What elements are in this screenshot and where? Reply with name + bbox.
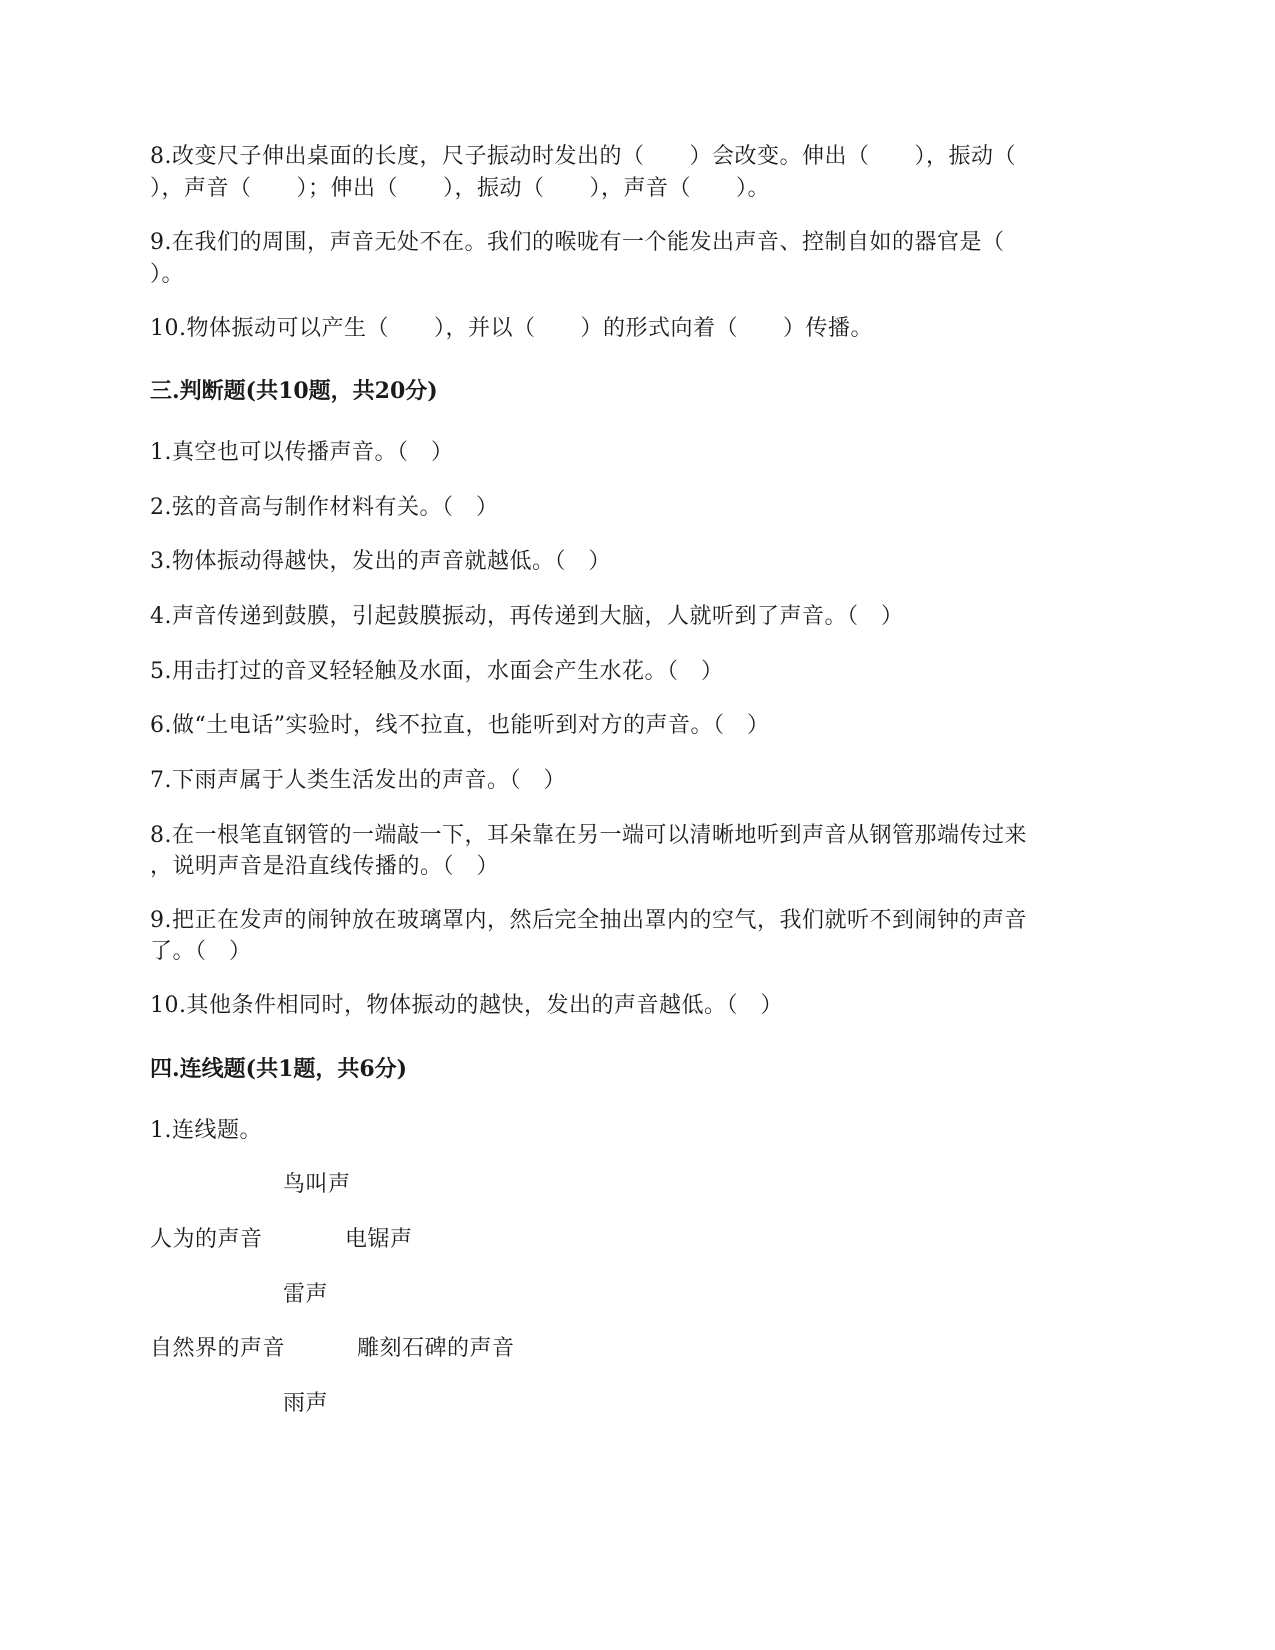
judge-question-4: 4.声音传递到鼓膜，引起鼓膜振动，再传递到大脑，人就听到了声音。（ ）: [150, 604, 904, 629]
fill-question-9-line-2: ）。: [150, 262, 185, 287]
fill-question-10: 10.物体振动可以产生（ ），并以（ ）的形式向着（ ）传播。: [150, 316, 873, 341]
judge-question-1: 1.真空也可以传播声音。（ ）: [150, 440, 454, 465]
match-right-item-2: 电锯声: [345, 1227, 413, 1252]
match-right-item-4: 雕刻石碑的声音: [357, 1336, 515, 1361]
section-3-title: 三.判断题(共10题，共20分): [150, 378, 438, 404]
section-4-title: 四.连线题(共1题，共6分): [150, 1056, 408, 1082]
judge-question-8-line-1: 8.在一根笔直钢管的一端敲一下，耳朵靠在另一端可以清晰地听到声音从钢管那端传过来: [150, 823, 1027, 848]
judge-question-6: 6.做“土电话”实验时，线不拉直，也能听到对方的声音。（ ）: [150, 713, 770, 738]
judge-question-9-line-1: 9.把正在发声的闹钟放在玻璃罩内，然后完全抽出罩内的空气，我们就听不到闹钟的声音: [150, 908, 1027, 933]
match-right-item-1: 鸟叫声: [283, 1172, 351, 1197]
match-right-item-3: 雷声: [283, 1282, 329, 1307]
judge-question-10: 10.其他条件相同时，物体振动的越快，发出的声音越低。（ ）: [150, 993, 783, 1018]
fill-question-8-line-1: 8.改变尺子伸出桌面的长度，尺子振动时发出的（ ）会改变。伸出（ ），振动（: [150, 144, 1016, 169]
match-left-item-2: 自然界的声音: [150, 1336, 286, 1361]
judge-question-3: 3.物体振动得越快，发出的声音就越低。（ ）: [150, 549, 611, 574]
judge-question-8-line-2: ，说明声音是沿直线传播的。（ ）: [150, 854, 500, 879]
match-right-item-5: 雨声: [283, 1391, 329, 1416]
judge-question-2: 2.弦的音高与制作材料有关。（ ）: [150, 495, 499, 520]
fill-question-9-line-1: 9.在我们的周围，声音无处不在。我们的喉咙有一个能发出声音、控制自如的器官是（: [150, 230, 1005, 255]
matching-question-1: 1.连线题。: [150, 1118, 262, 1143]
judge-question-9-line-2: 了。（ ）: [150, 939, 252, 964]
judge-question-7: 7.下雨声属于人类生活发出的声音。（ ）: [150, 768, 566, 793]
fill-question-8-line-2: ），声音（ ）；伸出（ ），振动（ ），声音（ ）。: [150, 176, 771, 201]
judge-question-5: 5.用击打过的音叉轻轻触及水面，水面会产生水花。（ ）: [150, 659, 724, 684]
match-left-item-1: 人为的声音: [150, 1227, 263, 1252]
